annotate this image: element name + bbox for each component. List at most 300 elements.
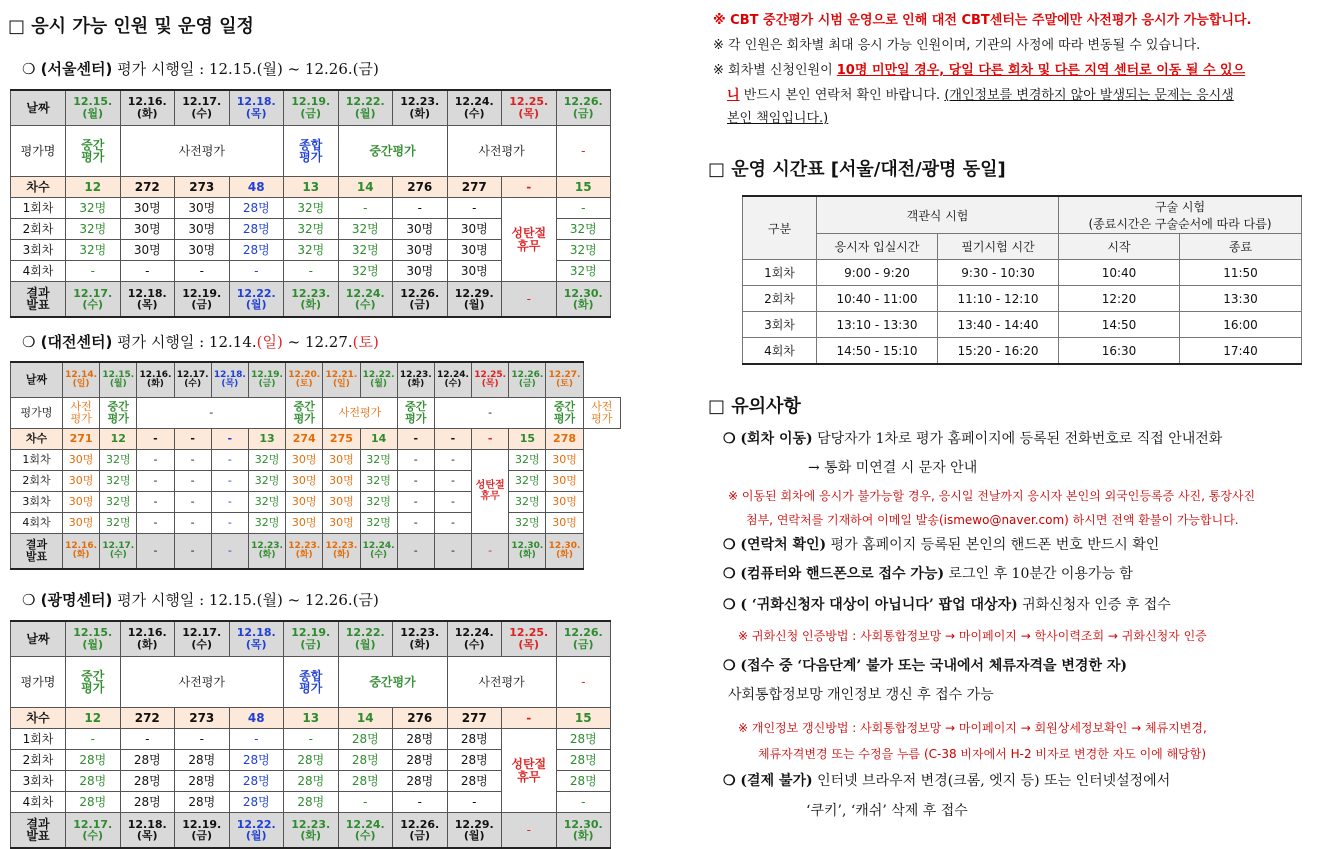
- capacity-cell: 30명: [393, 261, 448, 282]
- capacity-cell: 30명: [546, 492, 583, 513]
- round-cell: 274: [286, 429, 323, 450]
- capacity-cell: 32명: [360, 492, 397, 513]
- capacity-cell: 28명: [338, 729, 393, 750]
- capacity-cell: 32명: [248, 513, 285, 534]
- round-cell: 276: [393, 708, 448, 729]
- notice-move-text2: 반드시 본인 연락처 확인 바랍니다.: [739, 88, 945, 103]
- capacity-cell: -: [137, 471, 174, 492]
- result-date: 12.23. (화): [284, 813, 339, 849]
- capacity-cell: 32명: [100, 492, 137, 513]
- capacity-cell: -: [434, 513, 471, 534]
- seoul-heading: [22, 58, 379, 79]
- session-label: 3회차: [11, 492, 63, 513]
- ops-header-group: 구분: [743, 196, 817, 260]
- capacity-cell: 32명: [509, 450, 546, 471]
- date-cell: 12.22. (월): [338, 90, 393, 126]
- result-date: 12.19. (금): [175, 813, 230, 849]
- capacity-cell: -: [434, 471, 471, 492]
- caution-next-step-label: ❍ (접수 중 ‘다음단계’ 불가 또는 국내에서 체류자격을 변경한 자): [723, 658, 1127, 674]
- notice-move-highlight: 10명 미만일 경우, 당일 다른 회차 및 다른 지역 센터로 이동 될 수 있으: [836, 63, 1246, 78]
- caution-devices: [723, 563, 1133, 583]
- capacity-cell: -: [434, 450, 471, 471]
- ops-entry-time: 13:10 - 13:30: [817, 312, 938, 338]
- result-date: 12.24. (수): [338, 813, 393, 849]
- type-cell: -: [556, 657, 611, 708]
- capacity-cell: 28명: [393, 750, 448, 771]
- capacity-cell: 32명: [100, 513, 137, 534]
- session-label: 1회차: [11, 198, 66, 219]
- ops-written-time: 15:20 - 16:20: [938, 338, 1059, 365]
- date-cell: 12.23. (화): [393, 90, 448, 126]
- round-cell: 14: [360, 429, 397, 450]
- date-cell: 12.16. (화): [120, 90, 175, 126]
- date-header: 날짜: [11, 362, 63, 398]
- caution-devices-text: 로그인 후 10분간 이용가능 함: [944, 566, 1133, 582]
- result-date: 12.30. (화): [546, 534, 583, 570]
- round-cell: -: [502, 708, 557, 729]
- ops-timetable-title: □ 운영 시간표 [서울/대전/광명 동일]: [708, 159, 1006, 180]
- round-cell: -: [397, 429, 434, 450]
- ops-row-label: 3회차: [743, 312, 817, 338]
- capacity-cell: -: [393, 792, 448, 813]
- round-cell: 275: [323, 429, 360, 450]
- result-date: 12.30. (화): [556, 282, 611, 318]
- result-date: -: [211, 534, 248, 570]
- ops-written-time: 13:40 - 14:40: [938, 312, 1059, 338]
- ops-written-time: 9:30 - 10:30: [938, 260, 1059, 286]
- capacity-cell: -: [66, 729, 121, 750]
- capacity-cell: 28명: [175, 792, 230, 813]
- caution-update-note-cont: 체류자격변경 또는 수정을 누름 (C-38 비자에서 H-2 비자로 변경한 자도 이에 해당함): [758, 747, 1207, 761]
- capacity-cell: -: [175, 261, 230, 282]
- date-cell: 12.19. (금): [284, 90, 339, 126]
- capacity-cell: -: [211, 492, 248, 513]
- capacity-cell: 30명: [286, 471, 323, 492]
- capacity-cell: 28명: [447, 729, 502, 750]
- date-cell: 12.20. (토): [286, 362, 323, 398]
- capacity-cell: -: [211, 450, 248, 471]
- capacity-cell: 28명: [447, 771, 502, 792]
- round-cell: 14: [338, 177, 393, 198]
- caution-title: □ 유의사항: [708, 396, 801, 417]
- ops-header-written: 필기시험 시간: [938, 234, 1059, 260]
- round-cell: -: [211, 429, 248, 450]
- capacity-cell: -: [229, 261, 284, 282]
- session-label: 3회차: [11, 771, 66, 792]
- date-cell: 12.17. (수): [175, 90, 230, 126]
- result-date: 12.17. (수): [100, 534, 137, 570]
- capacity-cell: 30명: [447, 219, 502, 240]
- round-cell: 48: [229, 708, 284, 729]
- notice-move: [713, 58, 1245, 83]
- capacity-cell: -: [137, 492, 174, 513]
- round-cell: 277: [447, 177, 502, 198]
- holiday-cell: 성탄절 휴무: [502, 729, 557, 813]
- caution-naturalization-text: 귀화신청자 인증 후 접수: [1017, 597, 1171, 613]
- capacity-cell: 32명: [100, 450, 137, 471]
- capacity-cell: 28명: [120, 771, 175, 792]
- date-cell: 12.15. (월): [66, 90, 121, 126]
- result-date: 12.30. (화): [556, 813, 611, 849]
- capacity-cell: 32명: [284, 219, 339, 240]
- caution-naturalization: [723, 594, 1171, 614]
- capacity-cell: 30명: [286, 450, 323, 471]
- capacity-cell: 32명: [284, 198, 339, 219]
- capacity-cell: 28명: [229, 771, 284, 792]
- capacity-cell: 28명: [338, 771, 393, 792]
- capacity-cell: -: [229, 729, 284, 750]
- capacity-cell: 30명: [546, 471, 583, 492]
- date-cell: 12.17. (수): [174, 362, 211, 398]
- daejeon-period-day: (일): [256, 333, 283, 351]
- capacity-cell: 30명: [286, 492, 323, 513]
- round-cell: -: [502, 177, 557, 198]
- capacity-cell: 32명: [556, 219, 611, 240]
- round-cell: 48: [229, 177, 284, 198]
- ops-oral-start: 14:50: [1059, 312, 1180, 338]
- capacity-cell: -: [556, 198, 611, 219]
- gwangmyeong-schedule-table: [10, 620, 611, 849]
- type-cell: 사전 평가: [63, 398, 100, 429]
- capacity-cell: -: [397, 450, 434, 471]
- capacity-cell: 30명: [323, 492, 360, 513]
- capacity-cell: 30명: [323, 450, 360, 471]
- caution-round-move-text: 담당자가 1차로 평가 홈페이지에 등록된 전화번호로 직접 안내전화: [812, 431, 1223, 447]
- ops-header-end: 종료: [1180, 234, 1302, 260]
- date-cell: 12.22. (월): [360, 362, 397, 398]
- result-date: 12.22. (월): [229, 813, 284, 849]
- capacity-cell: 30명: [286, 513, 323, 534]
- result-date: 12.26. (금): [393, 282, 448, 318]
- date-cell: 12.23. (화): [393, 621, 448, 657]
- date-cell: 12.19. (금): [248, 362, 285, 398]
- ops-row-label: 2회차: [743, 286, 817, 312]
- type-header: 평가명: [11, 657, 66, 708]
- caution-refund-note-cont: 첨부, 연락처를 기재하여 이메일 발송(ismewo@naver.com) 하시면 전액 환불이 가능합니다.: [746, 513, 1239, 527]
- notice-move-highlight-end: 니: [727, 88, 740, 103]
- result-date: -: [174, 534, 211, 570]
- capacity-cell: -: [434, 492, 471, 513]
- capacity-cell: -: [447, 792, 502, 813]
- type-cell: 사전평가: [120, 126, 284, 177]
- capacity-cell: 30명: [546, 513, 583, 534]
- date-header: 날짜: [11, 90, 66, 126]
- date-cell: 12.27. (토): [546, 362, 583, 398]
- session-label: 3회차: [11, 240, 66, 261]
- type-cell: 사전평가: [323, 398, 397, 429]
- gwangmyeong-label: ❍ (광명센터): [22, 591, 113, 609]
- type-cell: 중간 평가: [66, 657, 121, 708]
- type-cell: 중간 평가: [100, 398, 137, 429]
- type-cell: -: [556, 126, 611, 177]
- ops-entry-time: 14:50 - 15:10: [817, 338, 938, 365]
- result-date: 12.23. (화): [286, 534, 323, 570]
- capacity-cell: -: [66, 261, 121, 282]
- capacity-cell: 32명: [556, 261, 611, 282]
- caution-devices-label: ❍ (컴퓨터와 핸드폰으로 접수 가능): [723, 566, 945, 582]
- session-label: 2회차: [11, 750, 66, 771]
- session-label: 4회차: [11, 513, 63, 534]
- capacity-cell: -: [174, 450, 211, 471]
- type-cell: 중간평가: [338, 657, 447, 708]
- round-cell: 278: [546, 429, 583, 450]
- result-date: -: [502, 813, 557, 849]
- capacity-cell: 32명: [338, 219, 393, 240]
- capacity-cell: 30명: [120, 240, 175, 261]
- capacity-cell: 28명: [66, 750, 121, 771]
- capacity-cell: -: [556, 792, 611, 813]
- capacity-cell: 30명: [546, 450, 583, 471]
- capacity-cell: -: [397, 513, 434, 534]
- date-cell: 12.26. (금): [556, 90, 611, 126]
- holiday-cell: 성탄절 휴무: [472, 450, 509, 534]
- date-cell: 12.16. (화): [120, 621, 175, 657]
- date-cell: 12.26. (금): [509, 362, 546, 398]
- type-cell: 사전평가: [447, 657, 556, 708]
- capacity-cell: 30명: [120, 219, 175, 240]
- result-date: 12.30. (화): [509, 534, 546, 570]
- capacity-cell: 32명: [509, 471, 546, 492]
- capacity-cell: -: [174, 492, 211, 513]
- result-date: 12.22. (월): [229, 282, 284, 318]
- ops-entry-time: 9:00 - 9:20: [817, 260, 938, 286]
- notice-capacity: ※ 각 인원은 회차별 최대 응시 가능 인원이며, 기관의 사정에 따라 변동될 수 있습니다.: [713, 38, 1201, 53]
- capacity-cell: 32명: [248, 450, 285, 471]
- result-date: 12.23. (화): [248, 534, 285, 570]
- caution-next-step: [723, 655, 1127, 675]
- type-cell: 중간 평가: [66, 126, 121, 177]
- capacity-cell: -: [137, 450, 174, 471]
- capacity-cell: 28명: [284, 771, 339, 792]
- ops-timetable: [742, 195, 1302, 365]
- capacity-cell: -: [120, 261, 175, 282]
- round-cell: 271: [63, 429, 100, 450]
- capacity-cell: -: [211, 513, 248, 534]
- round-cell: 273: [175, 708, 230, 729]
- ops-oral-start: 10:40: [1059, 260, 1180, 286]
- capacity-cell: 32명: [360, 471, 397, 492]
- result-date: 12.24. (수): [360, 534, 397, 570]
- capacity-cell: 28명: [229, 240, 284, 261]
- round-cell: 13: [248, 429, 285, 450]
- capacity-cell: 30명: [63, 450, 100, 471]
- capacity-cell: -: [137, 513, 174, 534]
- daejeon-schedule-table: [10, 361, 621, 570]
- capacity-cell: 32명: [248, 492, 285, 513]
- capacity-cell: -: [284, 261, 339, 282]
- capacity-cell: -: [284, 729, 339, 750]
- capacity-cell: 32명: [360, 513, 397, 534]
- gwangmyeong-heading: [22, 589, 379, 610]
- notice-move-cont: [727, 83, 1234, 108]
- daejeon-label: ❍ (대전센터): [22, 333, 113, 351]
- date-cell: 12.21. (일): [323, 362, 360, 398]
- ops-written-time: 11:10 - 12:10: [938, 286, 1059, 312]
- date-cell: 12.24. (수): [447, 621, 502, 657]
- capacity-cell: 30명: [63, 471, 100, 492]
- ops-header-start: 시작: [1059, 234, 1180, 260]
- round-header: 차수: [11, 429, 63, 450]
- result-header: 결과 발표: [11, 813, 66, 849]
- round-cell: 277: [447, 708, 502, 729]
- type-cell: 종합 평가: [284, 126, 339, 177]
- capacity-cell: 32명: [248, 471, 285, 492]
- capacity-cell: 28명: [556, 750, 611, 771]
- round-cell: 273: [175, 177, 230, 198]
- round-cell: -: [434, 429, 471, 450]
- session-label: 4회차: [11, 261, 66, 282]
- seoul-schedule-table: [10, 89, 611, 318]
- ops-oral-end: 13:30: [1180, 286, 1302, 312]
- result-date: 12.16. (화): [63, 534, 100, 570]
- capacity-cell: 32명: [66, 240, 121, 261]
- date-header: 날짜: [11, 621, 66, 657]
- date-cell: 12.14. (일): [63, 362, 100, 398]
- capacity-cell: 30명: [63, 513, 100, 534]
- session-label: 1회차: [11, 729, 66, 750]
- date-cell: 12.22. (월): [338, 621, 393, 657]
- result-header: 결과 발표: [11, 534, 63, 570]
- capacity-cell: -: [338, 198, 393, 219]
- capacity-cell: 28명: [175, 771, 230, 792]
- result-header: 결과 발표: [11, 282, 66, 318]
- type-cell: 사전 평가: [583, 398, 620, 429]
- caution-contact: [723, 534, 1159, 554]
- capacity-cell: 30명: [63, 492, 100, 513]
- caution-contact-text: 평가 홈페이지 등록된 본인의 핸드폰 번호 반드시 확인: [826, 537, 1160, 553]
- capacity-cell: -: [397, 492, 434, 513]
- capacity-cell: 28명: [175, 750, 230, 771]
- ops-header-oral: 구술 시험 (종료시간은 구술순서에 따라 다름): [1059, 196, 1302, 234]
- date-cell: 12.18. (목): [211, 362, 248, 398]
- ops-oral-start: 12:20: [1059, 286, 1180, 312]
- round-header: 차수: [11, 177, 66, 198]
- notice-cbt: ※ CBT 중간평가 시범 운영으로 인해 대전 CBT센터는 주말에만 사전평가 응시가 가능합니다.: [713, 13, 1252, 28]
- caution-payment-cookie: ‘쿠키’, ‘캐쉬’ 삭제 후 접수: [806, 803, 968, 819]
- type-cell: 중간 평가: [546, 398, 583, 429]
- type-cell: 중간 평가: [397, 398, 434, 429]
- capacity-cell: 32명: [100, 471, 137, 492]
- type-cell: 사전평가: [120, 657, 284, 708]
- round-cell: 15: [556, 708, 611, 729]
- date-cell: 12.25. (목): [472, 362, 509, 398]
- seoul-period: 평가 시행일 : 12.15.(월) ~ 12.26.(금): [112, 60, 379, 78]
- capacity-cell: 28명: [393, 729, 448, 750]
- capacity-cell: -: [338, 792, 393, 813]
- caution-payment-label: ❍ (결제 불가): [723, 773, 813, 789]
- caution-next-step-text: 사회통합정보망 개인정보 갱신 후 접수 가능: [728, 687, 994, 703]
- date-cell: 12.16. (화): [137, 362, 174, 398]
- holiday-cell: 성탄절 휴무: [502, 198, 557, 282]
- capacity-cell: 32명: [360, 450, 397, 471]
- gwangmyeong-period: 평가 시행일 : 12.15.(월) ~ 12.26.(금): [112, 591, 379, 609]
- result-date: 12.23. (화): [323, 534, 360, 570]
- capacity-cell: 28명: [229, 792, 284, 813]
- caution-round-move: [723, 428, 1222, 448]
- capacity-cell: 32명: [284, 240, 339, 261]
- round-cell: -: [472, 429, 509, 450]
- date-cell: 12.25. (목): [502, 90, 557, 126]
- daejeon-period: 평가 시행일 : 12.14.: [112, 333, 257, 351]
- capacity-cell: 30명: [447, 240, 502, 261]
- date-cell: 12.18. (목): [229, 90, 284, 126]
- round-cell: -: [174, 429, 211, 450]
- date-cell: 12.17. (수): [175, 621, 230, 657]
- capacity-cell: -: [175, 729, 230, 750]
- capacity-cell: 30명: [175, 240, 230, 261]
- round-cell: 15: [556, 177, 611, 198]
- round-cell: 13: [284, 708, 339, 729]
- ops-header-objective: 객관식 시험: [817, 196, 1059, 234]
- capacity-cell: 30명: [120, 198, 175, 219]
- result-date: 12.19. (금): [175, 282, 230, 318]
- session-label: 1회차: [11, 450, 63, 471]
- caution-contact-label: ❍ (연락처 확인): [723, 537, 827, 553]
- caution-naturalization-label: ❍ ( ‘귀화신청자 대상이 아닙니다’ 팝업 대상자): [723, 597, 1018, 613]
- capacity-cell: 28명: [284, 792, 339, 813]
- schedule-section-title: □ 응시 가능 인원 및 운영 일정: [8, 16, 254, 37]
- type-header: 평가명: [11, 126, 66, 177]
- capacity-cell: 32명: [338, 261, 393, 282]
- ops-oral-end: 11:50: [1180, 260, 1302, 286]
- type-header: 평가명: [11, 398, 63, 429]
- notice-responsibility: (개인정보를 변경하지 않아 발생되는 문제는 응시생: [944, 88, 1234, 103]
- capacity-cell: 32명: [66, 219, 121, 240]
- type-cell: -: [434, 398, 546, 429]
- result-date: -: [434, 534, 471, 570]
- capacity-cell: 32명: [509, 492, 546, 513]
- seoul-label: ❍ (서울센터): [22, 60, 113, 78]
- capacity-cell: 28명: [66, 771, 121, 792]
- result-date: 12.17. (수): [66, 813, 121, 849]
- ops-oral-start: 16:30: [1059, 338, 1180, 365]
- result-date: 12.29. (월): [447, 282, 502, 318]
- session-label: 4회차: [11, 792, 66, 813]
- capacity-cell: 32명: [66, 198, 121, 219]
- result-date: -: [472, 534, 509, 570]
- capacity-cell: 30명: [175, 219, 230, 240]
- capacity-cell: 32명: [509, 513, 546, 534]
- result-date: -: [397, 534, 434, 570]
- result-date: -: [137, 534, 174, 570]
- round-cell: 12: [66, 177, 121, 198]
- session-label: 2회차: [11, 471, 63, 492]
- result-date: 12.24. (수): [338, 282, 393, 318]
- date-cell: 12.25. (목): [502, 621, 557, 657]
- ops-oral-end: 17:40: [1180, 338, 1302, 365]
- ops-row-label: 1회차: [743, 260, 817, 286]
- capacity-cell: -: [174, 513, 211, 534]
- capacity-cell: 28명: [284, 750, 339, 771]
- type-cell: 사전평가: [447, 126, 556, 177]
- capacity-cell: 32명: [556, 240, 611, 261]
- capacity-cell: -: [447, 198, 502, 219]
- result-date: -: [502, 282, 557, 318]
- round-cell: 272: [120, 708, 175, 729]
- notice-move-text: ※ 회차별 신청인원이: [713, 63, 837, 78]
- capacity-cell: 28명: [556, 771, 611, 792]
- type-cell: 중간평가: [338, 126, 447, 177]
- capacity-cell: 28명: [393, 771, 448, 792]
- capacity-cell: -: [393, 198, 448, 219]
- daejeon-heading: [22, 331, 379, 352]
- date-cell: 12.15. (월): [100, 362, 137, 398]
- capacity-cell: -: [211, 471, 248, 492]
- caution-payment: [723, 770, 1170, 790]
- round-cell: 13: [284, 177, 339, 198]
- capacity-cell: 28명: [229, 198, 284, 219]
- date-cell: 12.24. (수): [447, 90, 502, 126]
